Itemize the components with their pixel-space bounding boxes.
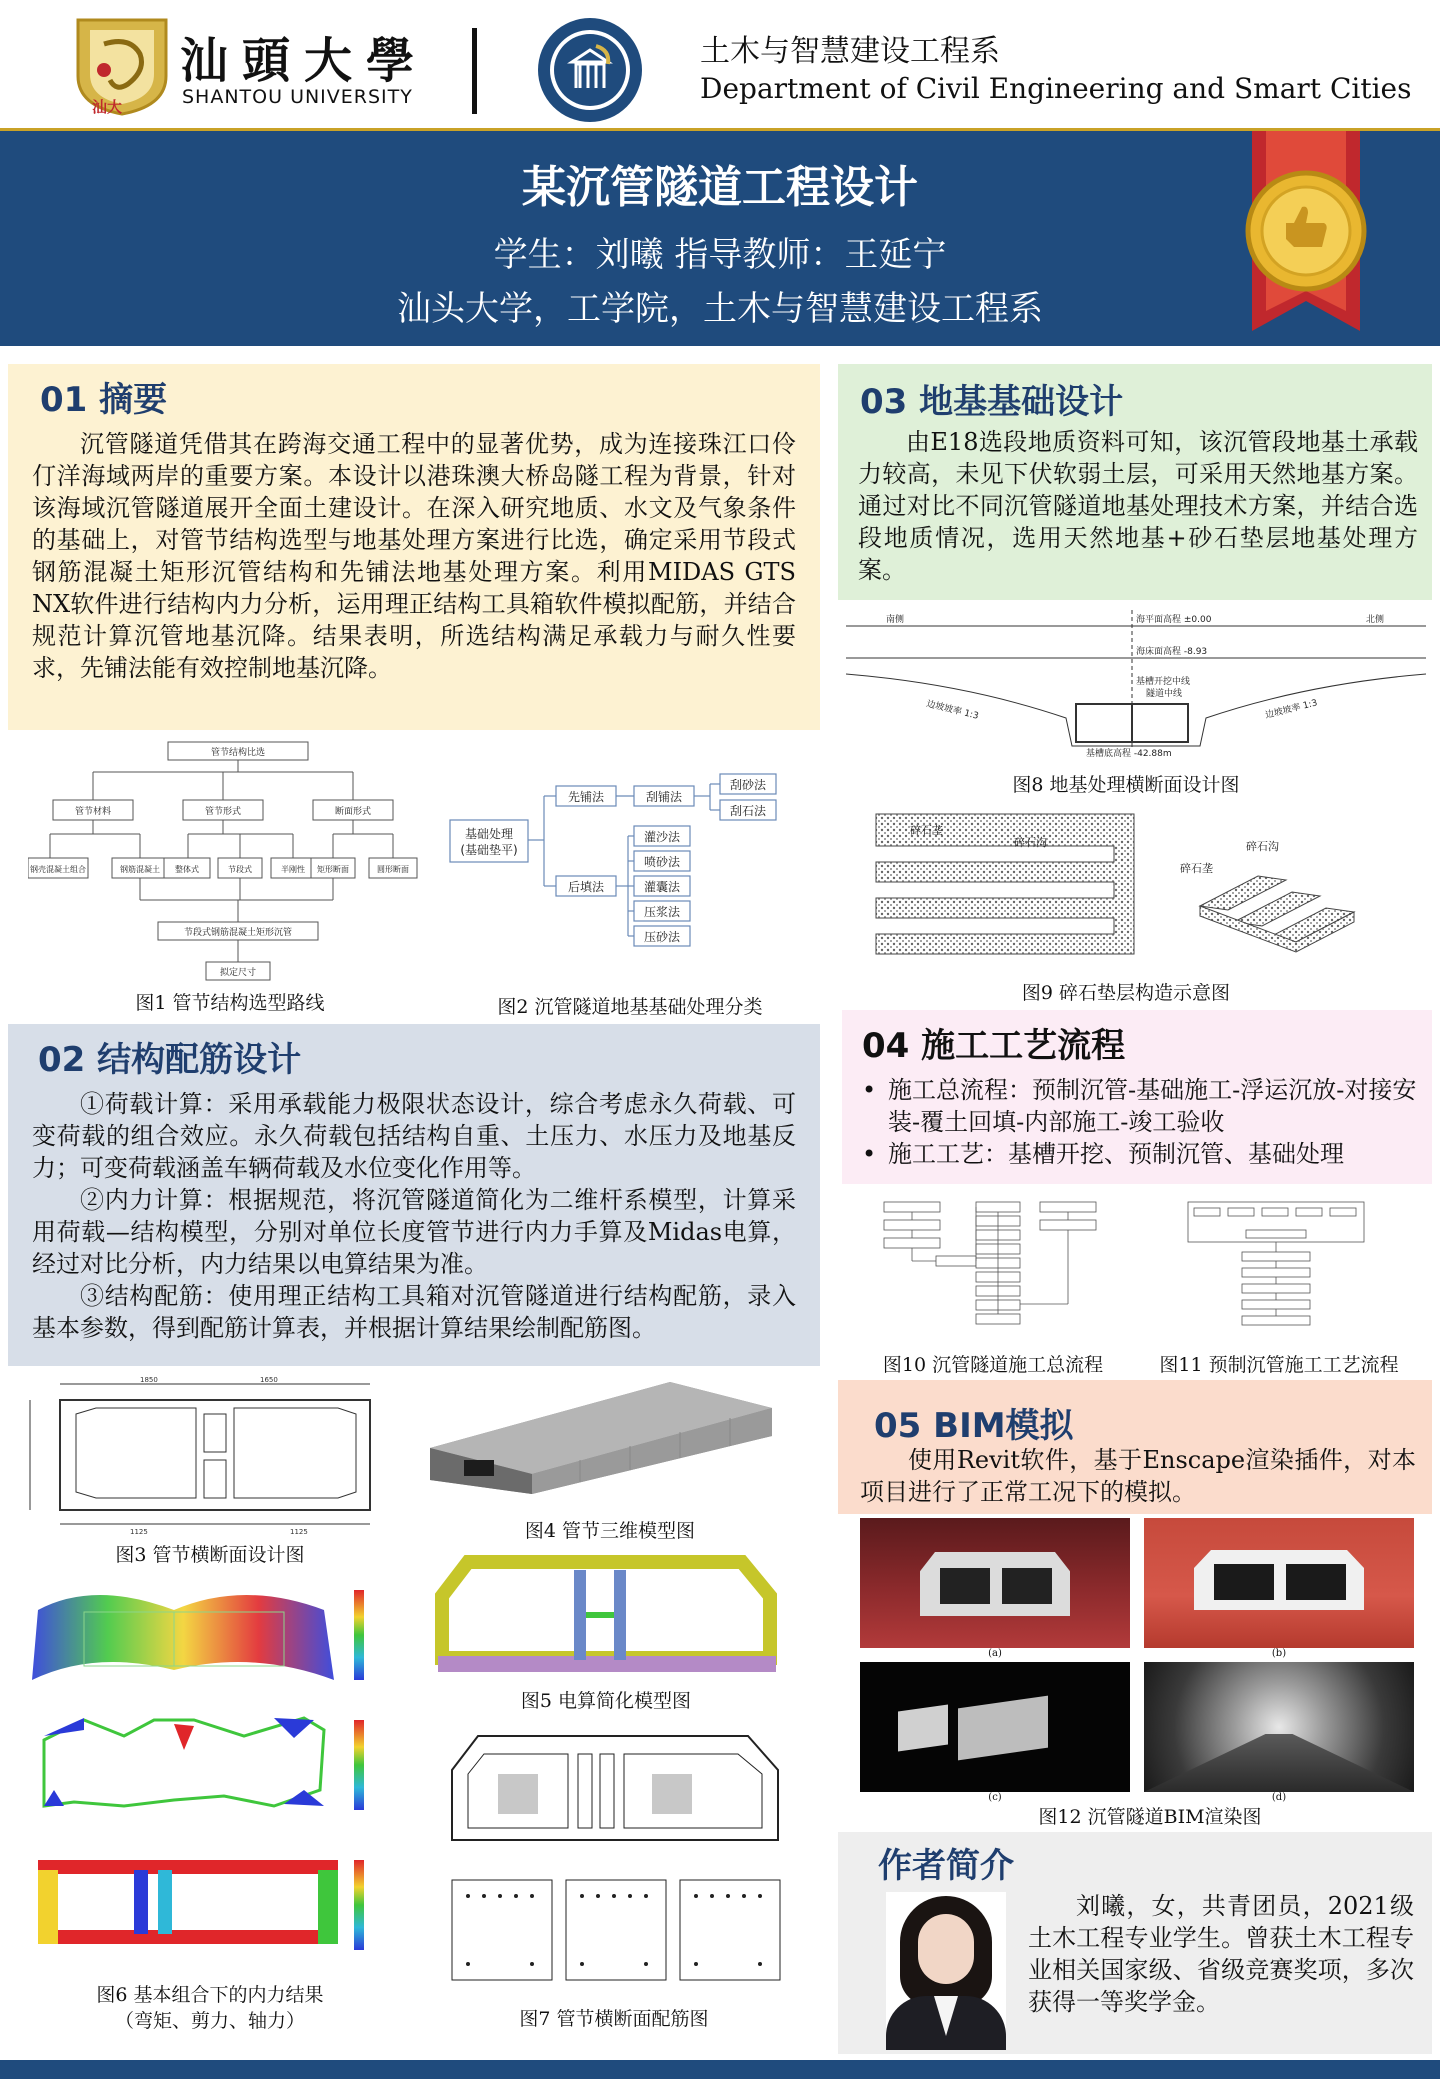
svg-text:1125: 1125 (290, 1528, 308, 1536)
fig11-caption: 图11 预制沉管施工工艺流程 (1159, 1354, 1399, 1376)
section-05-bim (838, 1380, 1432, 1514)
section-02-p3: ③结构配筋：使用理正结构工具箱对沉管隧道进行结构配筋，录入基本参数，得到配筋计算表，并根据计算结果绘制配筋图。 (32, 1282, 796, 1342)
section-04-list (854, 1074, 1424, 1170)
poster-title: 某沉管隧道工程设计 (522, 162, 918, 213)
header-divider (472, 28, 477, 114)
fig2-post-d: 压浆法 (643, 905, 681, 919)
fig1-root: 管节结构比选 (210, 748, 266, 758)
university-name-cn: 汕頭大學 (180, 33, 429, 89)
svg-text:1650: 1650 (260, 1376, 278, 1384)
fig6-internal-force-diagrams (24, 1570, 400, 1962)
department-name-en: Department of Civil Engineering and Smart Cities (700, 72, 1412, 105)
fig9-gravel-bedding-diagram (874, 810, 1394, 966)
fig8-trench: 基槽开挖中线 (1136, 677, 1191, 687)
fig1-result: 节段式钢筋混凝土矩形沉管 (183, 928, 293, 938)
fig1-final: 拟定尺寸 (219, 968, 257, 978)
fig1-l3-f: 矩形断面 (317, 865, 349, 874)
fig1-l2-a: 管节材料 (74, 807, 112, 817)
section-01-title: 01 摘要 (40, 380, 168, 420)
poster-header (0, 0, 1440, 128)
section-03-title: 03 地基基础设计 (860, 382, 1124, 422)
student-advisor-line: 学生：刘曦 指导教师：王延宁 (493, 235, 947, 275)
fig8-bottom: 基槽底高程 -42.88m (1086, 749, 1172, 758)
fig2-scrape: 刮铺法 (645, 790, 683, 804)
fig9-caption: 图9 碎石垫层构造示意图 (1021, 982, 1231, 1004)
fig12-render-b (1144, 1518, 1414, 1648)
fig5-simplified-model (428, 1554, 784, 1680)
fig1-l3-d: 节段式 (228, 865, 252, 874)
fig1-l3-b: 钢筋混凝土 (120, 865, 160, 874)
fig2-post-b: 喷砂法 (643, 855, 681, 869)
fig1-structure-selection-flowchart (28, 738, 424, 988)
author-bio: 刘曦，女，共青团员，2021级土木工程专业学生。曾获土木工程专业相关国家级、省级竞赛奖项，多次获得一等奖学金。 (1028, 1892, 1414, 2016)
fig12-label-a: (a) (988, 1648, 1002, 1659)
fig1-l3-g: 圆形断面 (377, 865, 409, 874)
fig4-3d-model-render (420, 1378, 780, 1502)
fig9-label-ridge-1: 碎石垄 (910, 824, 943, 837)
fig12-caption: 图12 沉管隧道BIM渲染图 (1038, 1806, 1262, 1828)
fig3-caption: 图3 管节横断面设计图 (115, 1544, 305, 1566)
fig1-l2-c: 断面形式 (334, 807, 372, 817)
section-01-body: 沉管隧道凭借其在跨海交通工程中的显著优势，成为连接珠江口伶仃洋海域两岸的重要方案。本设计以港珠澳大桥岛隧工程为背景，针对该海域沉管隧道展开全面土建设计。在深入研究地质、水文及气象条件的基础上，对管节结构选型与地基处理方案进行比选，确定采用节段式钢筋混凝土矩形沉管结构和先铺法地基处理方案。利用MIDAS GTS NX软件进行结构内力分析，运用理正结构工具箱软件模拟配筋，并结合规范计算沉管地基沉降。结果表明，所选结构满足承载力与耐久性要求，先铺法能有效控制地基沉降。 (32, 430, 796, 682)
section-01-abstract (8, 364, 820, 730)
fig6-caption-line2: （弯矩、剪力、轴力） (114, 2010, 305, 2032)
fig8-slope-right: 边坡坡率 1:3 (1264, 698, 1319, 721)
fig2-post: 后填法 (567, 880, 605, 894)
fig12-label-b: (b) (1271, 1648, 1287, 1659)
fig4-caption: 图4 管节三维模型图 (524, 1520, 696, 1542)
fig8-south: 南侧 (886, 615, 905, 625)
university-name-en: SHANTOU UNIVERSITY (182, 86, 413, 108)
fig2-scrape-b: 刮石法 (729, 804, 767, 818)
section-04-item-1: • 施工总流程：预制沉管-基础施工-浮运沉放-对接安装-覆土回填-内部施工-竣工验收 (854, 1074, 1424, 1138)
author-profile-section (838, 1832, 1432, 2054)
section-05-body: 使用Revit软件，基于Enscape渲染插件，对本项目进行了正常工况下的模拟。 (860, 1446, 1416, 1506)
fig12-label-d: (d) (1271, 1792, 1287, 1803)
fig12-label-c: (c) (988, 1792, 1002, 1803)
fig2-root-1: 基础处理 (464, 827, 514, 841)
fig1-l2-b: 管节形式 (204, 807, 242, 817)
fig3-cross-section-drawing (20, 1374, 400, 1540)
fig8-slope-left: 边坡坡率 1:3 (925, 699, 980, 722)
fig1-l3-e: 半刚性 (281, 865, 305, 874)
department-name-cn: 土木与智慧建设工程系 (700, 34, 1000, 69)
fig9-label-ridge-2: 碎石垄 (1180, 862, 1213, 875)
fig8-caption: 图8 地基处理横断面设计图 (1012, 774, 1240, 796)
section-04-title: 04 施工工艺流程 (862, 1026, 1126, 1066)
fig8-seabed: 海床面高程 -8.93 (1136, 647, 1208, 657)
svg-text:1850: 1850 (140, 1376, 158, 1384)
fig9-label-groove-1: 碎石沟 (1014, 836, 1047, 849)
fig10-caption: 图10 沉管隧道施工总流程 (882, 1354, 1104, 1376)
section-04-construction (842, 1010, 1432, 1184)
fig5-caption: 图5 电算简化模型图 (520, 1690, 692, 1712)
logo-small-text: 汕大 (92, 98, 123, 116)
fig8-sea-level: 海平面高程 ±0.00 (1136, 615, 1212, 625)
fig2-post-a: 灌沙法 (643, 830, 681, 844)
fig10-overall-construction-flow (880, 1198, 1100, 1328)
affiliation-line: 汕头大学，工学院，土木与智慧建设工程系 (397, 289, 1043, 329)
section-02-p1: ①荷载计算：采用承载能力极限状态设计，综合考虑永久荷载、可变荷载的组合效应。永久荷载包括结构自重、土压力、水压力及地基反力；可变荷载涵盖车辆荷载及水位变化作用等。 (32, 1090, 796, 1182)
fig6-caption-line1: 图6 基本组合下的内力结果 (96, 1984, 324, 2006)
college-emblem-icon (536, 16, 644, 124)
fig7-reinforcement-drawings (448, 1720, 788, 1990)
fig2-post-e: 压砂法 (643, 930, 681, 944)
fig9-label-groove-2: 碎石沟 (1246, 840, 1279, 853)
section-05-title: 05 BIM模拟 (874, 1406, 1074, 1446)
fig2-foundation-treatment-tree (448, 770, 796, 954)
fig2-root-2: (基础垫平) (460, 843, 518, 857)
fig2-caption: 图2 沉管隧道地基基础处理分类 (497, 996, 763, 1018)
award-medal-icon (1236, 131, 1376, 347)
fig7-caption: 图7 管节横断面配筋图 (519, 2008, 709, 2030)
fig2-post-c: 灌囊法 (643, 880, 681, 894)
footer-bar (0, 2060, 1440, 2079)
section-02-reinforcement (8, 1024, 820, 1366)
author-section-title: 作者简介 (878, 1846, 1014, 1886)
svg-text:1125: 1125 (130, 1528, 148, 1536)
fig11-precast-element-flow (1186, 1196, 1366, 1328)
section-04-item-2: • 施工工艺：基槽开挖、预制沉管、基础处理 (854, 1138, 1424, 1170)
fig8-foundation-cross-section (846, 608, 1426, 758)
fig2-pre: 先铺法 (567, 790, 605, 804)
fig1-caption: 图1 管节结构选型路线 (135, 992, 325, 1014)
title-banner (0, 128, 1440, 346)
fig12-render-a (860, 1518, 1130, 1648)
fig8-north: 北侧 (1366, 615, 1385, 625)
fig12-render-c (860, 1662, 1130, 1792)
fig1-l3-c: 整体式 (175, 865, 199, 874)
section-02-title: 02 结构配筋设计 (38, 1040, 302, 1080)
section-02-p2: ②内力计算：根据规范，将沉管隧道简化为二维杆系模型，计算采用荷载—结构模型，分别对单位长度管节进行内力手算及Midas电算，经过对比分析，内力结果以电算结果为准。 (32, 1186, 796, 1278)
fig8-trench2: 隧道中线 (1146, 689, 1183, 699)
fig1-l3-a: 钢壳混凝土组合 (30, 865, 86, 874)
fig2-scrape-a: 刮砂法 (729, 778, 767, 792)
author-photo (886, 1892, 1006, 2050)
fig12-render-d (1144, 1662, 1414, 1792)
section-03-body: 由E18选段地质资料可知，该沉管段地基土承载力较高，未见下伏软弱土层，可采用天然地基方案。通过对比不同沉管隧道地基处理技术方案，并结合选段地质情况，选用天然地基+砂石垫层地基处理方案。 (858, 428, 1418, 584)
section-03-foundation (838, 364, 1432, 600)
